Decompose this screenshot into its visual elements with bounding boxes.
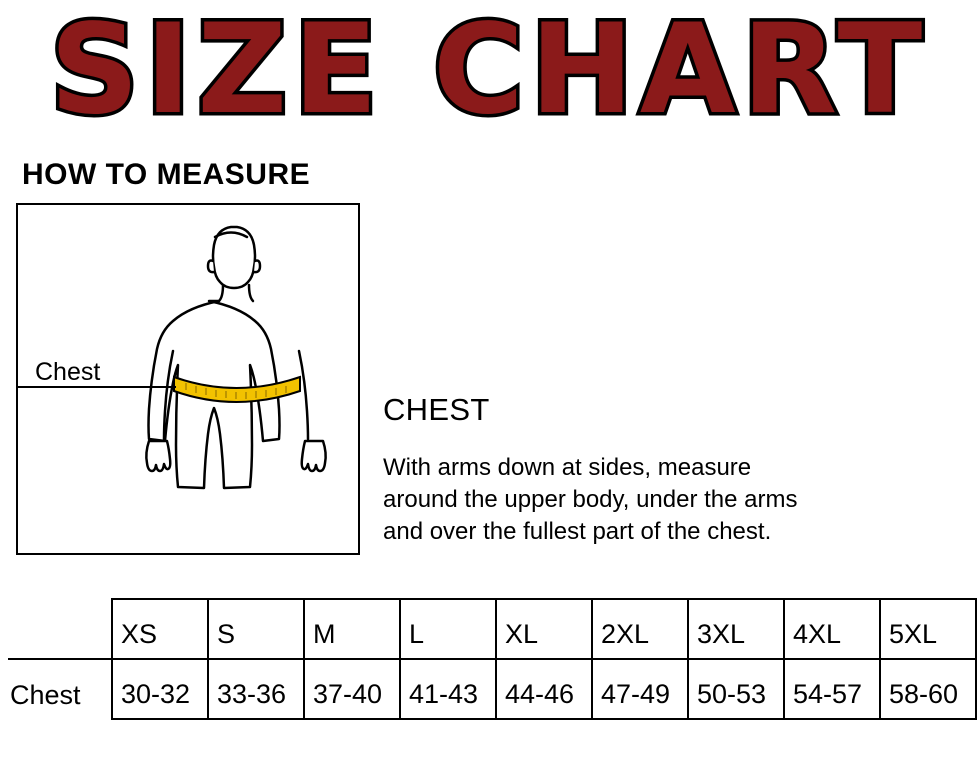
table-header-4xl: 4XL	[784, 599, 880, 659]
description-line-1: With arms down at sides, measure	[383, 454, 752, 481]
table-corner-cell	[8, 599, 112, 659]
chest-value-3xl: 50-53	[688, 659, 784, 719]
chest-value-xl: 44-46	[496, 659, 592, 719]
table-header-xs: XS	[112, 599, 208, 659]
chest-value-s: 33-36	[208, 659, 304, 719]
table-header-3xl: 3XL	[688, 599, 784, 659]
size-chart-title-art	[0, 0, 978, 146]
table-row-chest	[8, 659, 976, 719]
description-line-3: and over the fullest part of the chest.	[383, 518, 772, 545]
page-title	[0, 0, 978, 146]
chest-figure-label: Chest	[35, 358, 101, 386]
chest-value-2xl: 47-49	[592, 659, 688, 719]
chest-value-5xl: 58-60	[880, 659, 976, 719]
table-header-s: S	[208, 599, 304, 659]
table-header-2xl: 2XL	[592, 599, 688, 659]
chest-value-m: 37-40	[304, 659, 400, 719]
how-to-measure-heading: HOW TO MEASURE	[22, 158, 311, 191]
size-table	[8, 598, 977, 720]
title-text: SIZE CHART	[49, 0, 929, 142]
table-header-5xl: 5XL	[880, 599, 976, 659]
table-header-l: L	[400, 599, 496, 659]
chest-value-4xl: 54-57	[784, 659, 880, 719]
table-header-xl: XL	[496, 599, 592, 659]
description-line-2: around the upper body, under the arms	[383, 486, 798, 513]
description-heading: CHEST	[383, 392, 490, 427]
chest-value-xs: 30-32	[112, 659, 208, 719]
description-body	[383, 452, 973, 548]
table-header-m: M	[304, 599, 400, 659]
table-header-row	[8, 599, 976, 659]
chest-value-l: 41-43	[400, 659, 496, 719]
table-row-label-chest: Chest	[8, 659, 112, 719]
